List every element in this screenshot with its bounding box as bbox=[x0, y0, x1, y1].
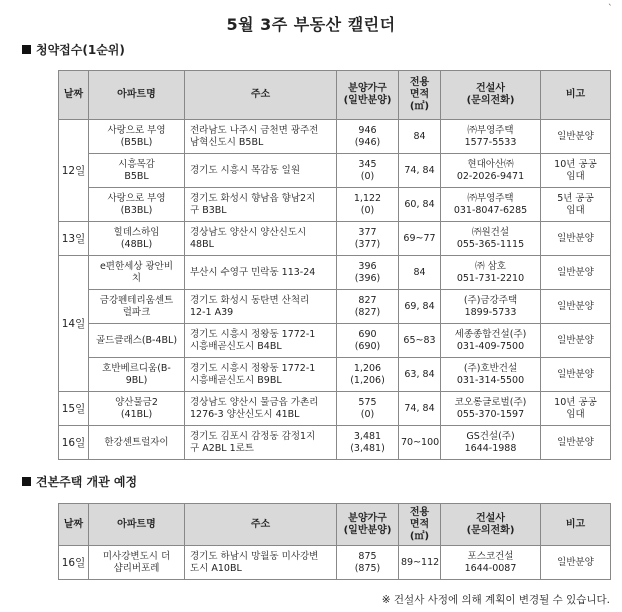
table-row bbox=[59, 188, 611, 222]
cell-area: 74, 84 bbox=[399, 154, 441, 188]
cell-address: 전라남도 나주시 금천면 광주전 남혁신도시 B5BL bbox=[185, 120, 337, 154]
cell-address: 경기도 화성시 동탄면 산척리 12-1 A39 bbox=[185, 290, 337, 324]
cell-date: 15일 bbox=[59, 392, 89, 426]
cell-note: 5년 공공 임대 bbox=[541, 188, 611, 222]
cell-date: 14일 bbox=[59, 256, 89, 392]
col-header-note: 비고 bbox=[541, 504, 611, 546]
cell-builder: (주)금강주택 1899-5733 bbox=[441, 290, 541, 324]
cell-apartment: 금강펜테리움센트 럴파크 bbox=[89, 290, 185, 324]
cell-apartment: 미사강변도시 더 샵리버포레 bbox=[89, 546, 185, 580]
cell-apartment: 사랑으로 부영 (B3BL) bbox=[89, 188, 185, 222]
cell-area: 70~100 bbox=[399, 426, 441, 460]
cell-address: 경기도 김포시 감정동 감정1지 구 A2BL 1로트 bbox=[185, 426, 337, 460]
cell-builder: (주)호반건설 031-314-5500 bbox=[441, 358, 541, 392]
cell-units: 827 (827) bbox=[337, 290, 399, 324]
cell-apartment: 골드클래스(B-4BL) bbox=[89, 324, 185, 358]
table-row bbox=[59, 256, 611, 290]
table-row bbox=[59, 358, 611, 392]
table-row bbox=[59, 120, 611, 154]
cell-area: 84 bbox=[399, 120, 441, 154]
cell-address: 경기도 화성시 향남읍 향남2지 구 B3BL bbox=[185, 188, 337, 222]
cell-note: 일반분양 bbox=[541, 546, 611, 580]
cell-address: 경상남도 양산시 양산신도시 48BL bbox=[185, 222, 337, 256]
cell-note: 일반분양 bbox=[541, 426, 611, 460]
table-row bbox=[59, 546, 611, 580]
cell-apartment: 힐데스하임 (48BL) bbox=[89, 222, 185, 256]
cell-units: 690 (690) bbox=[337, 324, 399, 358]
subscription-table bbox=[58, 70, 611, 460]
cell-address: 경기도 시흥시 정왕동 1772-1 시흥배곧신도시 B4BL bbox=[185, 324, 337, 358]
cell-address: 경기도 하남시 망월동 미사강변 도시 A10BL bbox=[185, 546, 337, 580]
section-model-house-title: 견본주택 개관 예정 bbox=[36, 475, 138, 489]
cell-builder: 포스코건설 1644-0087 bbox=[441, 546, 541, 580]
cell-area: 60, 84 bbox=[399, 188, 441, 222]
cell-builder: 세종종합건설(주) 031-409-7500 bbox=[441, 324, 541, 358]
col-header-apartment: 아파트명 bbox=[89, 71, 185, 120]
table-row bbox=[59, 154, 611, 188]
cell-builder: 현대아산㈜ 02-2026-9471 bbox=[441, 154, 541, 188]
cell-date: 16일 bbox=[59, 546, 89, 580]
cell-note: 일반분양 bbox=[541, 290, 611, 324]
cell-apartment: e편한세상 광안비 치 bbox=[89, 256, 185, 290]
square-bullet-icon bbox=[22, 477, 31, 486]
cell-note: 10년 공공 임대 bbox=[541, 154, 611, 188]
cell-area: 69, 84 bbox=[399, 290, 441, 324]
table-row bbox=[59, 222, 611, 256]
cell-note: 일반분양 bbox=[541, 222, 611, 256]
cell-address: 경상남도 양산시 물금읍 가촌리 1276-3 양산신도시 41BL bbox=[185, 392, 337, 426]
col-header-address: 주소 bbox=[185, 504, 337, 546]
col-header-units: 분양가구 (일반분양) bbox=[337, 71, 399, 120]
table-row bbox=[59, 426, 611, 460]
square-bullet-icon bbox=[22, 45, 31, 54]
model-house-table bbox=[58, 503, 611, 580]
col-header-units: 분양가구 (일반분양) bbox=[337, 504, 399, 546]
col-header-area: 전용 면적 (㎡) bbox=[399, 504, 441, 546]
cell-area: 69~77 bbox=[399, 222, 441, 256]
section-subscription-title: 청약접수(1순위) bbox=[36, 43, 125, 57]
cell-area: 84 bbox=[399, 256, 441, 290]
cell-area: 65~83 bbox=[399, 324, 441, 358]
cell-builder: ㈜ 삼호 051-731-2210 bbox=[441, 256, 541, 290]
cell-units: 345 (0) bbox=[337, 154, 399, 188]
col-header-address: 주소 bbox=[185, 71, 337, 120]
page-title: 5월 3주 부동산 캘린더 bbox=[226, 15, 396, 34]
cell-units: 946 (946) bbox=[337, 120, 399, 154]
cell-builder: ㈜부영주택 1577-5533 bbox=[441, 120, 541, 154]
cell-address: 경기도 시흥시 정왕동 1772-1 시흥배곧신도시 B9BL bbox=[185, 358, 337, 392]
cell-note: 10년 공공 임대 bbox=[541, 392, 611, 426]
col-header-builder: 건설사 (문의전화) bbox=[441, 504, 541, 546]
cell-apartment: 시흥목감 B5BL bbox=[89, 154, 185, 188]
col-header-note: 비고 bbox=[541, 71, 611, 120]
cell-note: 일반분양 bbox=[541, 324, 611, 358]
cell-apartment: 한강센트럴자이 bbox=[89, 426, 185, 460]
cell-units: 3,481 (3,481) bbox=[337, 426, 399, 460]
col-header-area: 전용 면적 (㎡) bbox=[399, 71, 441, 120]
table-row bbox=[59, 290, 611, 324]
table-header-row bbox=[59, 71, 611, 120]
cell-units: 875 (875) bbox=[337, 546, 399, 580]
cell-area: 89~112 bbox=[399, 546, 441, 580]
table-header-row bbox=[59, 504, 611, 546]
cell-units: 575 (0) bbox=[337, 392, 399, 426]
cell-address: 경기도 시흥시 목감동 일원 bbox=[185, 154, 337, 188]
cell-builder: 코오롱글로벌(주) 055-370-1597 bbox=[441, 392, 541, 426]
cell-units: 1,122 (0) bbox=[337, 188, 399, 222]
cell-date: 12일 bbox=[59, 120, 89, 222]
section-model-house-heading bbox=[22, 473, 137, 490]
corner-mark: ` bbox=[608, 4, 613, 14]
col-header-date: 날짜 bbox=[59, 71, 89, 120]
cell-apartment: 사랑으로 부영 (B5BL) bbox=[89, 120, 185, 154]
footnote: ※ 건설사 사정에 의해 계획이 변경될 수 있습니다. bbox=[381, 594, 610, 606]
col-header-builder: 건설사 (문의전화) bbox=[441, 71, 541, 120]
cell-date: 16일 bbox=[59, 426, 89, 460]
cell-note: 일반분양 bbox=[541, 358, 611, 392]
cell-area: 63, 84 bbox=[399, 358, 441, 392]
table-row bbox=[59, 392, 611, 426]
table-row bbox=[59, 324, 611, 358]
cell-builder: ㈜부영주택 031-8047-6285 bbox=[441, 188, 541, 222]
cell-units: 377 (377) bbox=[337, 222, 399, 256]
cell-apartment: 양산물금2 (41BL) bbox=[89, 392, 185, 426]
cell-units: 396 (396) bbox=[337, 256, 399, 290]
col-header-date: 날짜 bbox=[59, 504, 89, 546]
cell-note: 일반분양 bbox=[541, 256, 611, 290]
section-subscription-heading bbox=[22, 41, 125, 58]
cell-builder: ㈜원건설 055-365-1115 bbox=[441, 222, 541, 256]
cell-address: 부산시 수영구 민락동 113-24 bbox=[185, 256, 337, 290]
cell-date: 13일 bbox=[59, 222, 89, 256]
col-header-apartment: 아파트명 bbox=[89, 504, 185, 546]
cell-builder: GS건설(주) 1644-1988 bbox=[441, 426, 541, 460]
cell-apartment: 호반베르디움(B- 9BL) bbox=[89, 358, 185, 392]
cell-units: 1,206 (1,206) bbox=[337, 358, 399, 392]
cell-area: 74, 84 bbox=[399, 392, 441, 426]
cell-note: 일반분양 bbox=[541, 120, 611, 154]
